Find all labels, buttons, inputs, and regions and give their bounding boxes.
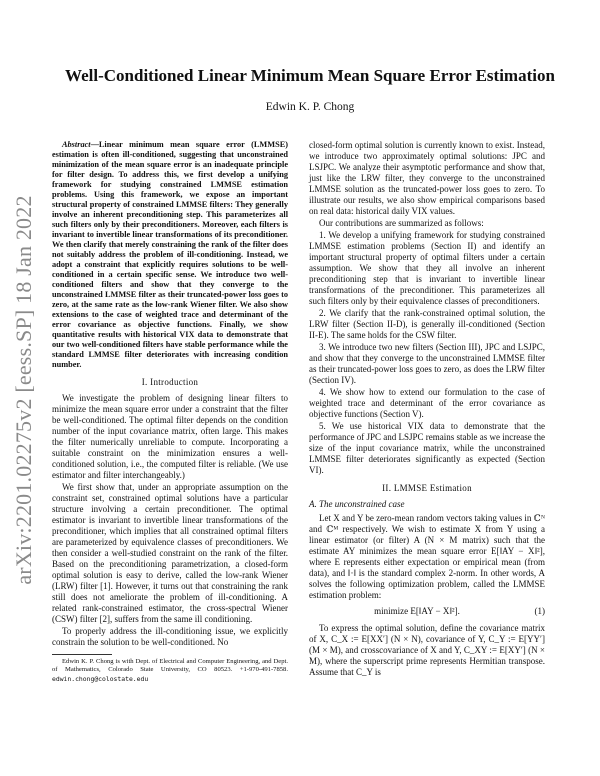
equation-number: (1) [534,606,545,616]
section-heading-lmmse: II. LMMSE Estimation [382,483,472,493]
arxiv-sidebar-stamp [4,180,44,600]
abstract [52,140,288,370]
abstract-text: —Linear minimum mean square error (LMMSE) estimation is often ill-conditioned, suggesting that unconstrained minimization of the mean square error is an inadequate principle for filter design. To address this, we first develop a unifying framework for studying constrained LMMSE estimation problems. Using this framework, we expose an important structural property of constrained LMMSE filters: They generally involve an inherent preconditioning step. This parameterizes all such filters only by their preconditioners. Moreover, each filters is invariant to invertible linear transformations of its preconditioner. We then clarify that merely constraining the rank of the filter does not suitably address the problem of ill-conditioning. Instead, we adopt a constraint that explicitly requires solutions to be well-conditioned in a certain specific sense. We introduce two well-conditioned filters and show that they converge to the unconstrained LMMSE filter as their truncated-power loss goes to zero, at the same rate as the low-rank Wiener filter. We also show extensions to the case of weighted trace and determinant of the error covariance as objective functions. Finally, we show quantitative results with historical VIX data to demonstrate that our two well-conditioned filters have stable performance while the standard LMMSE filter deteriorates with increasing condition number. [52,140,288,369]
equation-1 [309,606,545,617]
body-paragraph: To express the optimal solution, define the covariance matrix of X, C_X := E[XX′] (N × N), covariance of Y, C_Y := E[YY′] (M × M), and crosscovariance of X and Y, C_XY := E[XY′] (N × M), where the superscript prime represents Hermitian transpose. Assume that C_Y is [309,623,545,677]
intro-paragraph: We investigate the problem of designing linear filters to minimize the mean square error under a constraint that the filter be well-conditioned. The optimal filter depends on the condition number of the input covariance matrix, often large. This makes the filter numerically unreliable to compute. Incorporating a suitable constraint on the minimization ensures a well-conditioned solution, i.e., the computed filter is reliable. (We use estimator and filter interchangeably.) [52,393,288,480]
body-paragraph: Let X and Y be zero-mean random vectors taking values in ℂᴺ and ℂᴹ respectively. We wish to estimate X from Y using a linear estimator (or filter) A (N × M matrix) such that the estimate AY minimizes the mean square error E[‖AY − X‖²], where E represents either expectation or empirical mean (from data), and ‖·‖ is the standard complex 2-norm. In other words, A solves the following optimization problem, called the LMMSE estimation problem: [309,513,545,600]
body-paragraph: closed-form optimal solution is currently known to exist. Instead, we introduce two approximately optimal solutions: JPC and LSJPC. We analyze their asymptotic performance and show that, just like the LRW filter, they converge to the unconstrained LMMSE solution as the truncated-power loss goes to zero. To illustrate our results, we also show empirical comparisons based on real data: historical daily VIX values. [309,140,545,216]
contribution-item: 5. We use historical VIX data to demonstrate that the performance of JPC and LSJPC remains stable as we increase the size of the input covariance matrix, while the unconstrained LMMSE filter deteriorates significantly as expected (Section VI). [309,421,545,475]
author-email: edwin.chong@colostate.edu [52,674,149,683]
contribution-item: 3. We introduce two new filters (Section III), JPC and LSJPC, and show that they converge to the unconstrained LMMSE filter as their truncated-power loss goes to zero, as does the LRW filter (Section IV). [309,342,545,385]
contribution-item: 1. We develop a unifying framework for studying constrained LMMSE estimation problems (Section II) and identify an important structural property of optimal filters under a certain assumption. We show that they all involve an inherent preconditioning step that is invariant to invertible linear transformations of the preconditioner. This parameterizes all such filters only by their equivalence classes of preconditioners. [309,230,545,306]
paper-title: Well-Conditioned Linear Minimum Mean Square Error Estimation [65,66,555,85]
contribution-item: 2. We clarify that the rank-constrained optimal solution, the LRW filter (Section II-D), is generally ill-conditioned (Section II-E). The same holds for the CSW filter. [309,308,545,340]
section-heading-introduction: I. Introduction [141,377,199,387]
intro-paragraph: To properly address the ill-conditioning issue, we explicitly constrain the solution to be well-conditioned. No [52,626,288,647]
contribution-item: 4. We show how to extend our formulation to the case of weighted trace and determinant of the error covariance as objective functions (Section V). [309,387,545,419]
left-column [52,140,288,685]
author-footnote [52,658,288,684]
paper-author: Edwin K. P. Chong [265,101,355,113]
equation-body: minimize E[‖AY − X‖²]. [374,606,460,616]
abstract-label: Abstract [62,140,91,149]
body-paragraph: Our contributions are summarized as follows: [319,218,484,228]
intro-paragraph: We first show that, under an appropriate assumption on the constraint set, constrained optimal solutions have a particular structure involving a certain preconditioner. The optimal estimator is invariant to invertible linear transformations of the preconditioner, which implies that all constrained optimal filters are parameterized by equivalence classes of preconditioners. We then consider a well-studied constraint on the rank of the filter. Based on the preconditioning parametrization, a closed-form optimal solution is easy to derive, called the low-rank Wiener (LRW) filter [1]. However, it turns out that constraining the rank still does not ameliorate the problem of ill-conditioning. A related rank-constrained estimator, the cross-spectral Wiener (CSW) filter [2], suffers from the same ill conditioning. [52,482,288,624]
right-column [309,140,545,679]
footnote-text: Edwin K. P. Chong is with Dept. of Electrical and Computer Engineering, and Dept. of Mathematics, Colorado State University, CO 80523. +1-970-491-7858. [52,658,288,674]
footnote-divider [52,654,112,655]
arxiv-identifier: arXiv:2201.02275v2 [eess.SP] 18 Jan 2022 [11,195,36,585]
subsection-heading: A. The unconstrained case [309,499,405,509]
